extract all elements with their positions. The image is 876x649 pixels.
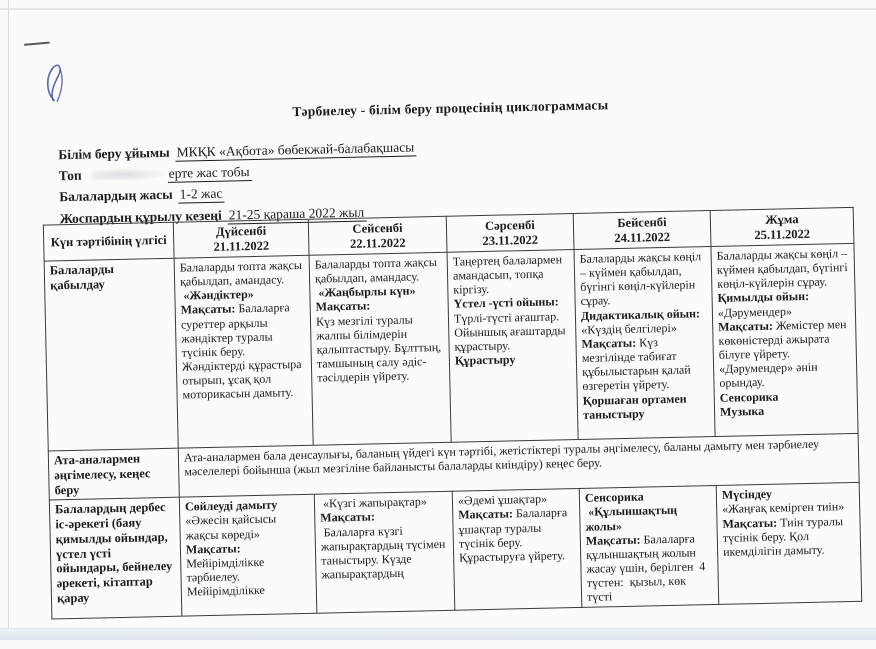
- cell-text-bold: Дидактикалық ойын:: [580, 305, 701, 323]
- day-header-cell: [573, 211, 711, 250]
- cell-text-bold: Сөйлеуді дамыту: [184, 497, 278, 514]
- day-date: 22.11.2022: [349, 235, 406, 251]
- scan-edge-bottom: [0, 628, 876, 640]
- schedule-cell: [716, 483, 862, 604]
- document-title: Тәрбиелеу - білім беру процесінің циклограммасы: [292, 97, 609, 120]
- cell-text-bold: Мақсаты:: [718, 318, 777, 334]
- cell-text: Тиін туралы түсінік беру. Қол икемділігін дамыту.: [722, 513, 847, 559]
- faint-handwriting: [92, 168, 166, 181]
- day-date: 24.11.2022: [614, 229, 671, 245]
- cell-text-bold: Мақсаты:: [185, 541, 241, 557]
- day-date: 23.11.2022: [482, 232, 539, 248]
- cell-text: «Әжесін қайсысы жақсы көреді»: [185, 511, 280, 543]
- row-label-cell: Ата-аналармен әңгімелесу, кеңес беру: [48, 448, 179, 500]
- schedule-cell: [174, 255, 313, 448]
- row-label-cell: Балалардың дербес іс-әрекеті (баяу қимылды ойындар, үстел үсті ойындары, бейнелеу әрекеті, кітаптар қарау: [49, 497, 182, 618]
- schedule-cell: [314, 491, 455, 612]
- schedule-cell: [579, 486, 719, 607]
- cell-text: Балаларды жақсы көңіл –күймен қабылдап, бүгінгі көңіл-күйлерін сұрау.: [716, 246, 851, 292]
- cell-text: Күз мезгілінде табиғат құбылыстарын қалай өзгеретін үйрету.: [581, 335, 694, 394]
- cell-text: Күз мезгілі туралы жалпы білімдерін қалыптастыру. Бұлттың, тамшының салу әдіс-тәсілдерін үйрету.: [315, 312, 445, 385]
- cell-text-bold: Мақсаты:: [458, 506, 517, 523]
- cell-text-bold: Үстел -үсті ойыны:: [453, 294, 559, 312]
- cell-text: «Күзгі жапырақтар»: [319, 494, 427, 511]
- cell-text-bold: Құрастыру: [454, 352, 516, 368]
- day-date: 21.11.2022: [213, 238, 270, 254]
- cell-text: Балаларға күзгі жапырақтардың түсімен таныстыру. Күзде жапырақтардың: [320, 523, 449, 582]
- cell-text-bold: Мақсаты:: [585, 532, 644, 548]
- schedule-cell: [309, 252, 451, 445]
- schedule-cell: [711, 243, 858, 436]
- cell-text: «Күздің белгілері»: [581, 320, 677, 337]
- cell-text: Балаларға құлыншақтың жолын жасау үшін, берілген 4 түстен: қызыл, көк түсті: [586, 531, 709, 605]
- cell-text: Балаларға ұшақтар туралы түсінік беру. Құрастыруға үйрету.: [458, 505, 571, 565]
- info-value: 1-2 жас: [179, 186, 225, 204]
- cell-text-bold: Мақсаты:: [315, 298, 371, 315]
- cyclogram-table: [43, 207, 862, 619]
- cell-text: Балаларды топта жақсы қабылдап, амандасу.: [314, 254, 441, 286]
- pencil-dash-mark: [24, 41, 50, 45]
- cell-text: Балаларды топта жақсы қабылдап, амандасу.: [179, 257, 306, 289]
- info-label: Білім беру ұйымы: [58, 144, 170, 163]
- info-value: 21-25 қараша 2022 жыл: [228, 204, 367, 224]
- handwritten-signature: [36, 58, 71, 107]
- cell-text-bold: «Жәндіктер»: [180, 287, 254, 303]
- cell-text: Жемістер мен көкөністерді ажырата білуге үйрету. «Дәрумендер» әнін орындау.: [718, 316, 850, 391]
- day-header-cell: [308, 216, 447, 255]
- table-row: [49, 483, 861, 619]
- day-name: Дүйсенбі: [215, 223, 267, 239]
- day-name: Бейсенбі: [617, 214, 667, 230]
- schedule-cell: [452, 489, 582, 610]
- info-label: Топ: [58, 167, 82, 184]
- day-name: Сейсенбі: [352, 220, 403, 236]
- cell-text-bold: Қимылды ойын:: [717, 289, 810, 306]
- cell-text-bold: Мақсаты:: [320, 509, 376, 526]
- schedule-cell: [574, 247, 715, 440]
- cell-text-bold: «Құлыншақтың жолы»: [585, 503, 681, 534]
- cell-text: Таңертең балалармен амандасып, топқа кіргізу.: [452, 252, 566, 297]
- day-header-cell: [710, 207, 854, 246]
- cell-text-bold: «Жаңбырлы күн»: [315, 283, 416, 300]
- cell-text: Балаларды жақсы көңіл – күймен қабылдап, бүгінгі көңіл-күйлерін сұрау.: [579, 249, 705, 309]
- day-header-cell: [173, 219, 309, 258]
- cell-text: Балаларға суреттер арқылы жәндіктер туралы түсінік беру. Жәндіктерді құрастыра отырып, ұсақ қол моторикасын дамыту.: [180, 300, 305, 402]
- cell-text: «Дәрумендер»: [717, 303, 793, 320]
- table-row: [44, 243, 858, 451]
- info-value: ерте жас тобы: [168, 164, 252, 183]
- schedule-cell: [447, 250, 578, 443]
- day-header-cell: [446, 214, 574, 253]
- corner-header-cell: Күн тәртібінің үлгісі: [43, 222, 174, 261]
- cell-text: Мейірімділікке тәрбиелеу. Мейірімділікке: [186, 554, 268, 599]
- cell-text: Түрлі-түсті ағаштар. Ойыншық ағаштарды құрастыру.: [453, 308, 569, 354]
- day-date: 25.11.2022: [754, 226, 811, 242]
- info-value: МКҚК «Ақбота» бөбекжай-балабақшасы: [176, 139, 417, 161]
- cell-text-bold: Мақсаты:: [581, 335, 640, 351]
- cell-text-bold: Қоршаған ортамен таныстыру: [582, 391, 690, 422]
- info-label: Жоспардың құрылу кезеңі: [59, 207, 222, 226]
- merged-schedule-cell: Ата-аналармен бала денсаулығы, баланың үйдегі күн тәртібі, жетістіктері туралы әңгімелесу, баланы дамыту мен тәрбиелеу мәселелері бойынша (жыл мезгіліне байланысты балаларды киіндіру) кеңес беру.: [178, 433, 859, 497]
- info-label: Балалардың жасы: [59, 187, 173, 205]
- cell-text-bold: Мақсаты:: [722, 515, 781, 531]
- cell-text: «Әдемі ұшақтар»: [457, 491, 548, 508]
- cell-text-bold: Мақсаты:: [180, 301, 239, 318]
- cell-text: «Жаңғақ кемірген тиін»: [722, 499, 845, 517]
- day-name: Сәрсенбі: [484, 217, 535, 233]
- row-label-cell: Балаларды қабылдау: [44, 258, 178, 451]
- table-body: [44, 243, 862, 618]
- cell-text-bold: Сенсорика: [584, 489, 644, 506]
- day-name: Жұма: [765, 211, 799, 227]
- cell-text-bold: Мүсіндеу: [721, 487, 773, 503]
- cell-text-bold: Сенсорика: [719, 389, 779, 405]
- cell-text-bold: Музыка: [719, 403, 765, 419]
- schedule-cell: [179, 494, 317, 615]
